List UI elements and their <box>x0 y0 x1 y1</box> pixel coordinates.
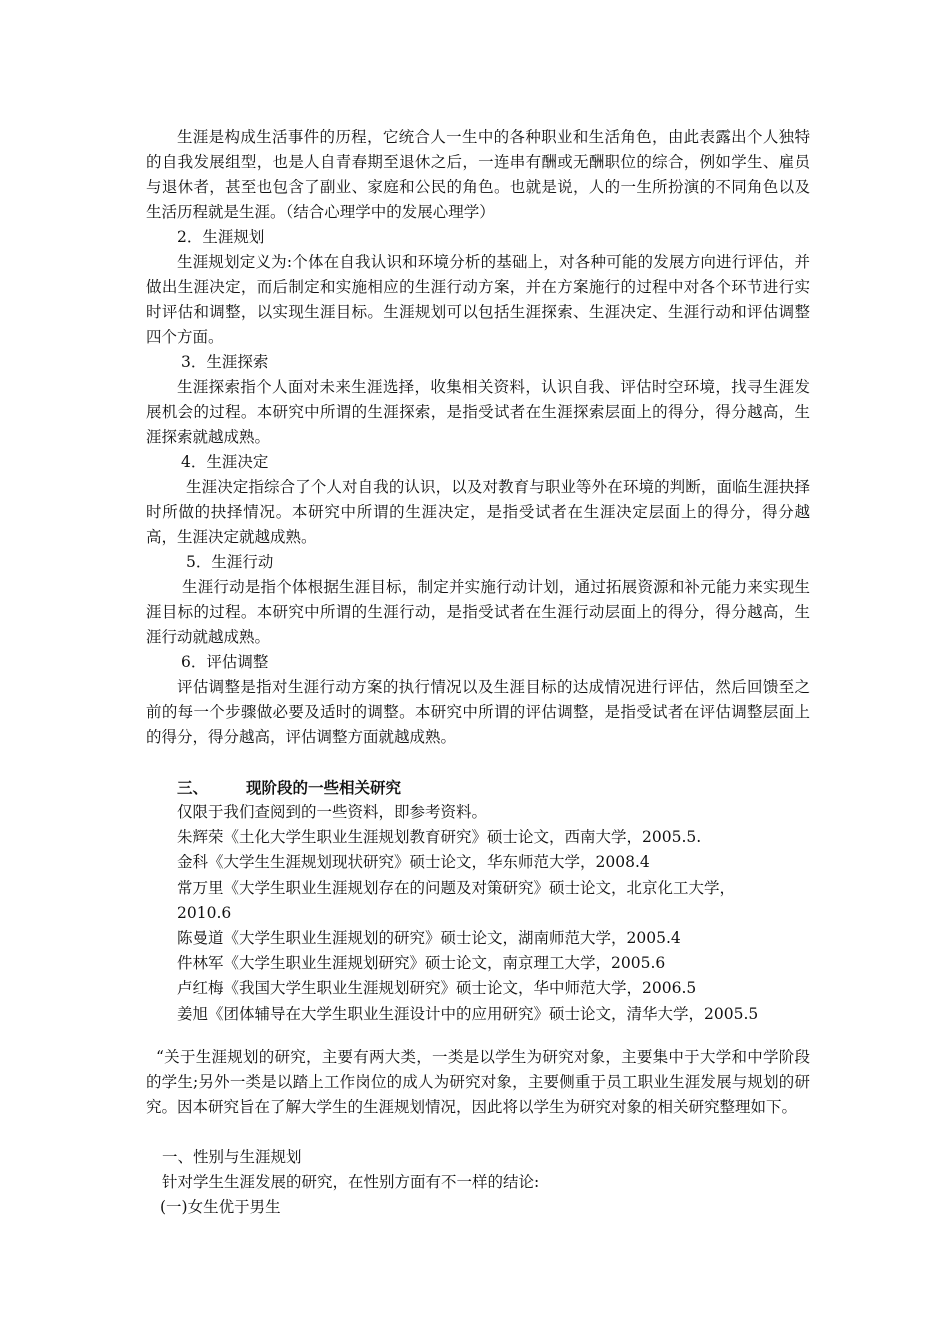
references-intro: 仅限于我们查阅到的一些资料，即参考资料。 <box>177 803 488 821</box>
heading-evaluation-adjustment: 6．评估调整 <box>181 653 269 671</box>
paragraph-career-definition: 生涯是构成生活事件的历程，它统合人一生中的各种职业和生活角色，由此表露出个人独特的自我发展组型，也是人自青春期至退休之后，一连串有酬或无酬职位的综合，例如学生、雇员与退休者，甚至也包含了副业、家庭和公民的角色。也就是说，人的一生所扮演的不同角色以及生活历程就是生涯。（结合心理学中的发展心理学） <box>146 128 810 221</box>
paragraph-career-action: 生涯行动是指个体根据生涯目标，制定并实施行动计划，通过拓展资源和补元能力来实现生涯目标的过程。本研究中所谓的生涯行动，是指受试者在生涯行动层面上的得分，得分越高，生涯行动就越成熟。 <box>146 578 810 646</box>
reference-item: 金科《大学生生涯规划现状研究》硕士论文，华东师范大学，2008.4 <box>177 853 650 872</box>
section-title: 现阶段的一些相关研究 <box>246 778 402 797</box>
reference-item: 姜旭《团体辅导在大学生职业生涯设计中的应用研究》硕士论文，清华大学，2005.5 <box>177 1004 759 1023</box>
list-item-female-superior: (一)女生优于男生 <box>160 1198 281 1216</box>
paragraph-evaluation-adjustment: 评估调整是指对生涯行动方案的执行情况以及生涯目标的达成情况进行评估，然后回馈至之前的每一个步骤做必要及适时的调整。本研究中所谓的评估调整，是指受试者在评估调整层面上的得分，得分越高，评估调整方面就越成熟。 <box>146 678 810 746</box>
reference-item: 卢红梅《我国大学生职业生涯规划研究》硕士论文，华中师范大学，2006.5 <box>177 979 697 998</box>
reference-item: 朱辉荣《土化大学生职业生涯规划教育研究》硕士论文，西南大学，2005.5. <box>177 828 702 847</box>
paragraph-related-research: “关于生涯规划的研究，主要有两大类，一类是以学生为研究对象，主要集中于大学和中学阶段的学生;另外一类是以踏上工作岗位的成人为研究对象，主要侧重于员工职业生涯发展与规划的研究。因本研究旨在了解大学生的生涯规划情况，因此将以学生为研究对象的相关研究整理如下。 <box>146 1048 810 1116</box>
subheading-gender: 一、性别与生涯规划 <box>162 1148 302 1166</box>
heading-career-decision: 4．生涯决定 <box>181 453 269 471</box>
paragraph-career-exploration: 生涯探索指个人面对未来生涯选择，收集相关资料，认识自我、评估时空环境，找寻生涯发展机会的过程。本研究中所谓的生涯探索，是指受试者在生涯探索层面上的得分，得分越高，生涯探索就越成熟。 <box>146 378 810 446</box>
reference-item: 件林军《大学生职业生涯规划研究》硕士论文，南京理工大学，2005.6 <box>177 954 666 973</box>
references-list <box>177 800 807 1027</box>
paragraph-gender-intro: 针对学生生涯发展的研究，在性别方面有不一样的结论: <box>162 1173 540 1191</box>
heading-career-action: 5．生涯行动 <box>186 553 274 571</box>
reference-item: 常万里《大学生职业生涯规划存在的问题及对策研究》硕士论文，北京化工大学，2010.6 <box>177 878 736 922</box>
heading-career-planning: 2．生涯规划 <box>177 228 265 246</box>
paragraph-career-planning: 生涯规划定义为:个体在自我认识和环境分析的基础上，对各种可能的发展方向进行评估，并做出生涯决定，而后制定和实施相应的生涯行动方案，并在方案施行的过程中对各个环节进行实时评估和调整，以实现生涯目标。生涯规划可以包括生涯探索、生涯决定、生涯行动和评估调整四个方面。 <box>146 253 810 346</box>
section-number: 三、 <box>177 778 209 797</box>
paragraph-career-decision: 生涯决定指综合了个人对自我的认识，以及对教育与职业等外在环境的判断，面临生涯抉择时所做的抉择情况。本研究中所谓的生涯决定，是指受试者在生涯决定层面上的得分，得分越高，生涯决定就越成熟。 <box>146 478 810 546</box>
reference-item: 陈曼道《大学生职业生涯规划的研究》硕士论文，湖南师范大学，2005.4 <box>177 929 681 948</box>
heading-career-exploration: 3．生涯探索 <box>181 353 269 371</box>
